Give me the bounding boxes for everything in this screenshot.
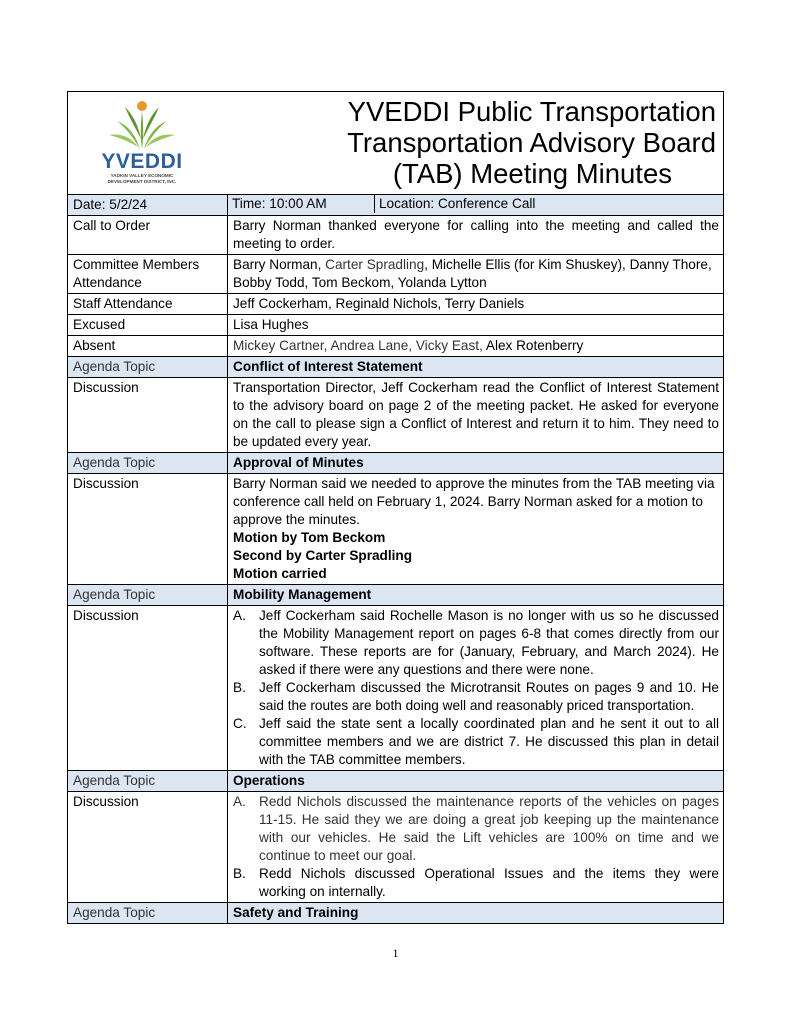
meeting-minutes-document bbox=[67, 91, 724, 924]
committee-members-text bbox=[228, 255, 724, 294]
agenda-topic-title: Safety and Training bbox=[228, 903, 724, 924]
call-to-order-text: Barry Norman thanked everyone for calling into the meeting and called the meeting to order. bbox=[228, 216, 724, 255]
date-time-location-row bbox=[68, 195, 724, 216]
logo-text: YVEDDI bbox=[101, 150, 183, 173]
title-line-1: YVEDDI Public Transportation bbox=[347, 96, 716, 127]
list-marker: A. bbox=[233, 608, 246, 623]
list-item-text: Jeff Cockerham discussed the Microtransit Routes on pages 9 and 10. He said the routes are both doing well and reasonably priced transportation. bbox=[259, 680, 719, 713]
header-row bbox=[68, 92, 724, 195]
list-item bbox=[233, 679, 719, 715]
agenda-topic-row bbox=[68, 903, 724, 924]
title-line-3: (TAB) Meeting Minutes bbox=[392, 158, 672, 189]
agenda-topic-title: Operations bbox=[228, 771, 724, 792]
list-marker: B. bbox=[233, 866, 246, 881]
discussion-label: Discussion bbox=[68, 378, 228, 453]
discussion-text: Barry Norman said we needed to approve the minutes from the TAB meeting via conference call held on February 1, 2024. Barry Norman asked for a motion to approve the minutes. bbox=[233, 476, 715, 527]
list-item bbox=[233, 715, 719, 769]
agenda-topic-row bbox=[68, 357, 724, 378]
meeting-date: Date: 5/2/24 bbox=[68, 195, 228, 216]
motion-by: Motion by Tom Beckom bbox=[233, 530, 386, 545]
agenda-topic-label: Agenda Topic bbox=[68, 903, 228, 924]
discussion-label: Discussion bbox=[68, 474, 228, 585]
discussion-row bbox=[68, 378, 724, 453]
minutes-table bbox=[67, 91, 724, 924]
absent-name: Alex Rotenberry bbox=[485, 338, 584, 353]
list-marker: B. bbox=[233, 680, 246, 695]
staff-attendance-row bbox=[68, 294, 724, 315]
agenda-topic-label: Agenda Topic bbox=[68, 771, 228, 792]
list-item-text: Redd Nichols discussed the maintenance reports of the vehicles on pages 11-15. He said they we are doing a great job keeping up the maintenance with our vehicles. He said the Lift vehicles are 100% on time and we continue to meet our goal. bbox=[259, 794, 719, 863]
member-name: Carter Spradling bbox=[325, 257, 425, 272]
logo-cell bbox=[68, 92, 228, 195]
list-item-text: Jeff said the state sent a locally coordinated plan and he sent it out to all committee members and we are district 7. He discussed this plan in detail with the TAB committee members. bbox=[259, 716, 719, 767]
row-label bbox=[68, 255, 228, 294]
discussion-label: Discussion bbox=[68, 792, 228, 903]
row-label: Call to Order bbox=[68, 216, 228, 255]
discussion-label: Discussion bbox=[68, 606, 228, 771]
discussion-content bbox=[228, 606, 724, 771]
meeting-location: Location: Conference Call bbox=[374, 195, 723, 213]
logo-subtext: YADKIN VALLEY ECONOMIC DEVELOPMENT DISTRICT, INC. bbox=[107, 173, 177, 184]
label-line: Attendance bbox=[73, 275, 142, 290]
list-item-text: Redd Nichols discussed Operational Issues and the items they were working on internally. bbox=[259, 866, 719, 899]
list-item bbox=[233, 607, 719, 679]
agenda-topic-label: Agenda Topic bbox=[68, 585, 228, 606]
label-line: Committee Members bbox=[73, 257, 200, 272]
discussion-content bbox=[228, 474, 724, 585]
yveddi-logo bbox=[87, 99, 197, 184]
excused-text: Lisa Hughes bbox=[228, 315, 724, 336]
agenda-topic-title: Conflict of Interest Statement bbox=[228, 357, 724, 378]
list-marker: A. bbox=[233, 794, 246, 809]
agenda-topic-title: Approval of Minutes bbox=[228, 453, 724, 474]
yveddi-logo-mark bbox=[107, 99, 177, 151]
discussion-row bbox=[68, 792, 724, 903]
member-name: Barry Norman, bbox=[233, 257, 326, 272]
discussion-content bbox=[228, 792, 724, 903]
list-item bbox=[233, 865, 719, 901]
agenda-topic-label: Agenda Topic bbox=[68, 357, 228, 378]
row-label: Excused bbox=[68, 315, 228, 336]
title-cell bbox=[228, 92, 724, 195]
member-names: , Michelle Ellis (for Kim Shuskey), Danny Thore, Bobby Todd, Tom Beckom, Yolanda Lytton bbox=[233, 257, 712, 290]
call-to-order-row bbox=[68, 216, 724, 255]
agenda-topic-row bbox=[68, 585, 724, 606]
discussion-list bbox=[233, 793, 719, 901]
absent-row bbox=[68, 336, 724, 357]
page-number: 1 bbox=[392, 946, 399, 960]
agenda-topic-title: Mobility Management bbox=[228, 585, 724, 606]
agenda-topic-row bbox=[68, 453, 724, 474]
row-label: Staff Attendance bbox=[68, 294, 228, 315]
motion-result: Motion carried bbox=[233, 566, 327, 581]
discussion-row bbox=[68, 606, 724, 771]
agenda-topic-label: Agenda Topic bbox=[68, 453, 228, 474]
row-label: Absent bbox=[68, 336, 228, 357]
list-item-text: Jeff Cockerham said Rochelle Mason is no longer with us so he discussed the Mobility Management report on pages 6-8 that comes directly from our software. These reports are for (January, February, and March 2024). He asked if there were any questions and there were none. bbox=[259, 608, 719, 677]
committee-attendance-row bbox=[68, 255, 724, 294]
agenda-topic-row bbox=[68, 771, 724, 792]
staff-attendance-text: Jeff Cockerham, Reginald Nichols, Terry Daniels bbox=[228, 294, 724, 315]
discussion-text: Transportation Director, Jeff Cockerham read the Conflict of Interest Statement to the advisory board on page 2 of the meeting packet. He asked for everyone on the call to please sign a Conflict of Interest and return it to him. They need to be updated every year. bbox=[228, 378, 724, 453]
motion-second: Second by Carter Spradling bbox=[233, 548, 413, 563]
absent-text bbox=[228, 336, 724, 357]
discussion-row bbox=[68, 474, 724, 585]
absent-names: Mickey Cartner, Andrea Lane, Vicky East, bbox=[233, 338, 486, 353]
discussion-list bbox=[233, 607, 719, 769]
title-line-2: Transportation Advisory Board bbox=[347, 127, 716, 158]
list-marker: C. bbox=[233, 716, 247, 731]
meeting-time: Time: 10:00 AM bbox=[232, 196, 327, 211]
list-item bbox=[233, 793, 719, 865]
excused-row bbox=[68, 315, 724, 336]
